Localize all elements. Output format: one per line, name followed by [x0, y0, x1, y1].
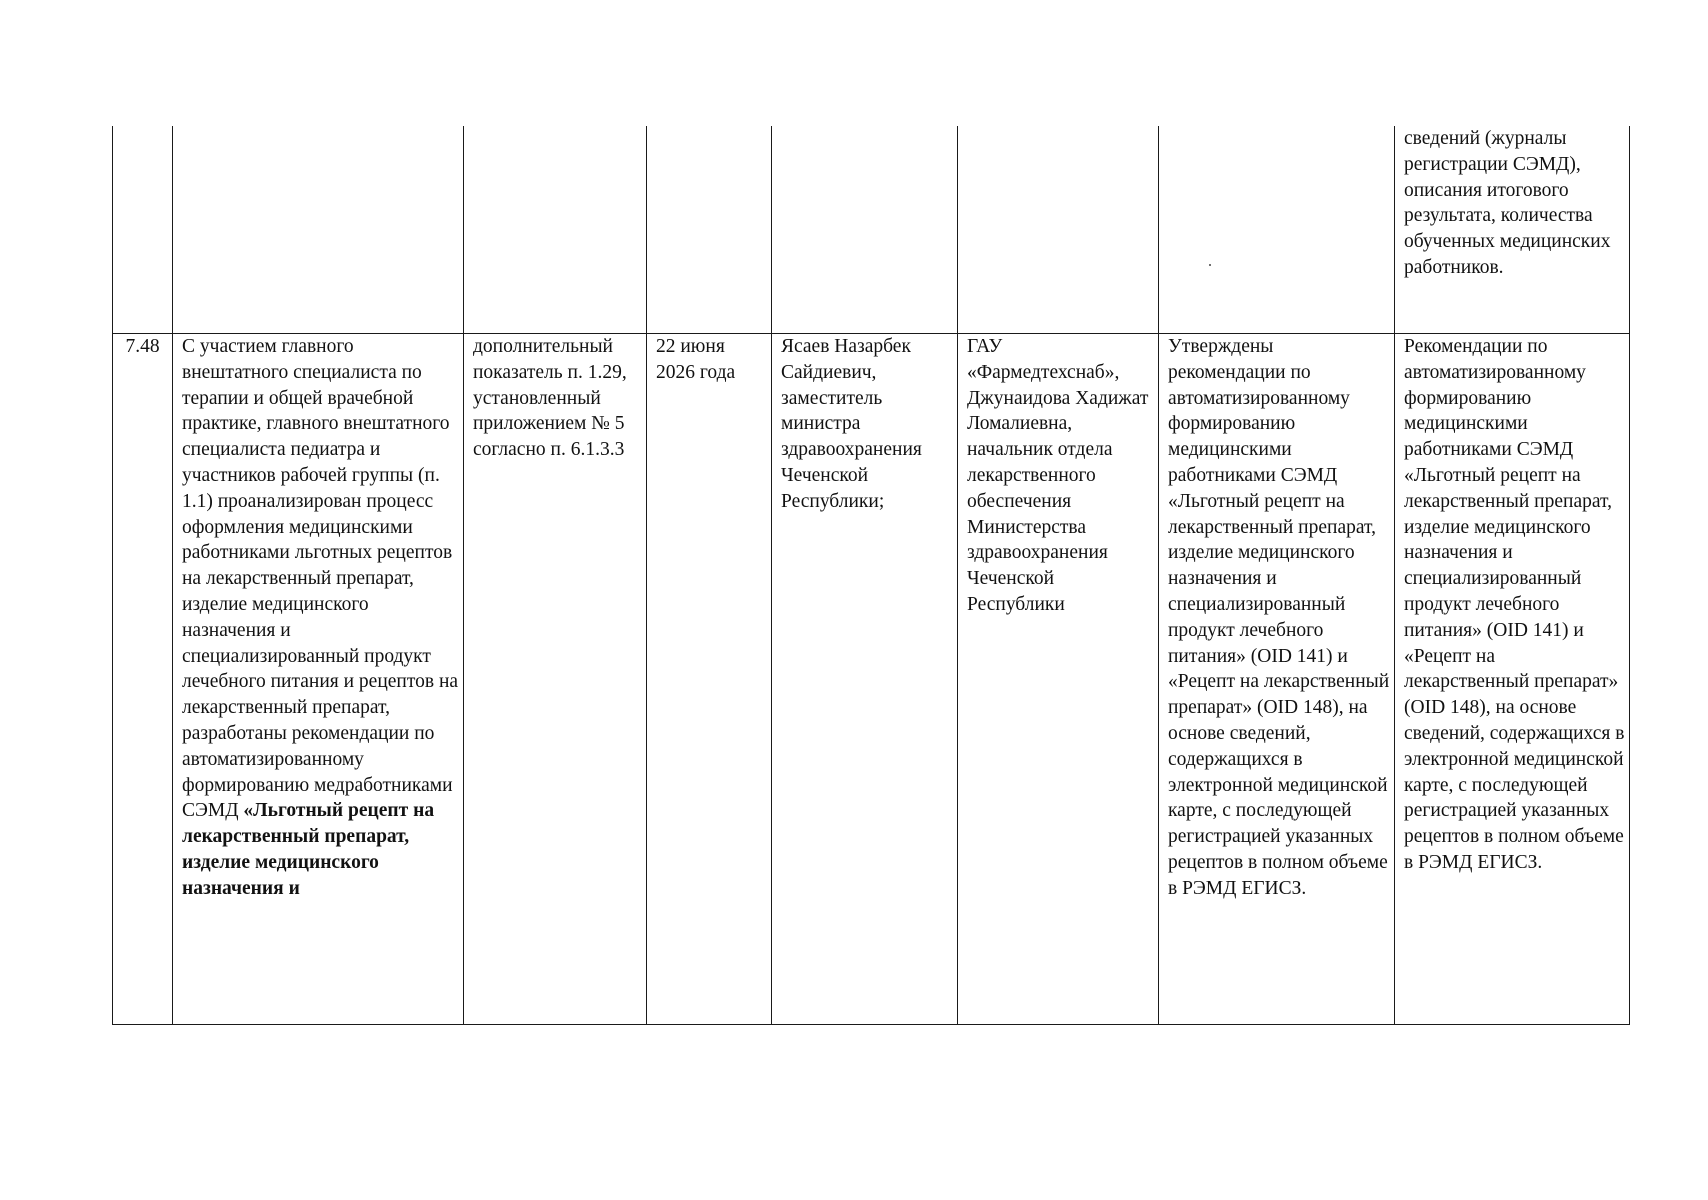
row-number: 7.48 [125, 336, 160, 357]
cell-evidence [1395, 334, 1630, 1025]
description-bold-text: «Льготный рецепт на лекарственный препарат, изделие медицинского назначения и [182, 800, 435, 899]
cell-responsible-empty [772, 126, 958, 334]
cell-responsible [772, 334, 958, 1025]
cell-result [1159, 334, 1395, 1025]
evidence-continuation-text: сведений (журналы регистрации СЭМД), описания итогового результата, количества обученных медицинских работников. [1404, 128, 1611, 278]
cell-number-empty [113, 126, 173, 334]
deadline-text: 22 июня 2026 года [656, 336, 736, 383]
cell-indicator-empty [464, 126, 647, 334]
scan-speck [1209, 264, 1211, 266]
table-row-7-48 [113, 334, 1630, 1025]
result-text: Утверждены рекомендации по автоматизированному формированию медицинскими работниками СЭМД «Льготный рецепт на лекарственный препарат, изделие медицинского назначения и специализированный продукт лечебного питания» (OID 141) и «Рецепт на лекарственный препарат» (OID 148), на основе сведений, содержащихся в электронной медицинской карте, с последующей регистрацией указанных рецептов в полном объеме в РЭМД ЕГИСЗ. [1168, 336, 1390, 899]
cell-result-empty [1159, 126, 1395, 334]
cell-number [113, 334, 173, 1025]
table-row-continued [113, 126, 1630, 334]
cell-description [173, 334, 464, 1025]
responsible-text: Ясаев Назарбек Сайдиевич, заместитель министра здравоохранения Чеченской Республики; [781, 336, 922, 512]
cell-deadline-empty [647, 126, 772, 334]
cell-indicator [464, 334, 647, 1025]
plan-table [112, 126, 1630, 1025]
indicator-text: дополнительный показатель п. 1.29, установленный приложением № 5 согласно п. 6.1.3.3 [473, 336, 627, 461]
cell-description-empty [173, 126, 464, 334]
executor-text: ГАУ «Фармедтехснаб», Джунаидова Хадижат Ломалиевна, начальник отдела лекарственного обеспечения Министерства здравоохранения Чеченской Республики [967, 336, 1149, 615]
cell-executor [958, 334, 1159, 1025]
cell-evidence-continued [1395, 126, 1630, 334]
cell-deadline [647, 334, 772, 1025]
evidence-text: Рекомендации по автоматизированному формированию медицинскими работниками СЭМД «Льготный рецепт на лекарственный препарат, изделие медицинского назначения и специализированный продукт лечебного питания» (OID 141) и «Рецепт на лекарственный препарат» (OID 148), на основе сведений, содержащихся в электронной медицинской карте, с последующей регистрацией указанных рецептов в полном объеме в РЭМД ЕГИСЗ. [1404, 336, 1625, 873]
cell-executor-empty [958, 126, 1159, 334]
description-text: С участием главного внештатного специалиста по терапии и общей врачебной практике, главного внештатного специалиста педиатра и участников рабочей группы (п. 1.1) проанализирован процесс оформления медицинскими работниками льготных рецептов на лекарственный препарат, изделие медицинского назначения и специализированный продукт лечебного питания и рецептов на лекарственный препарат, разработаны рекомендации по автоматизированному формированию медработниками СЭМД [182, 336, 459, 822]
